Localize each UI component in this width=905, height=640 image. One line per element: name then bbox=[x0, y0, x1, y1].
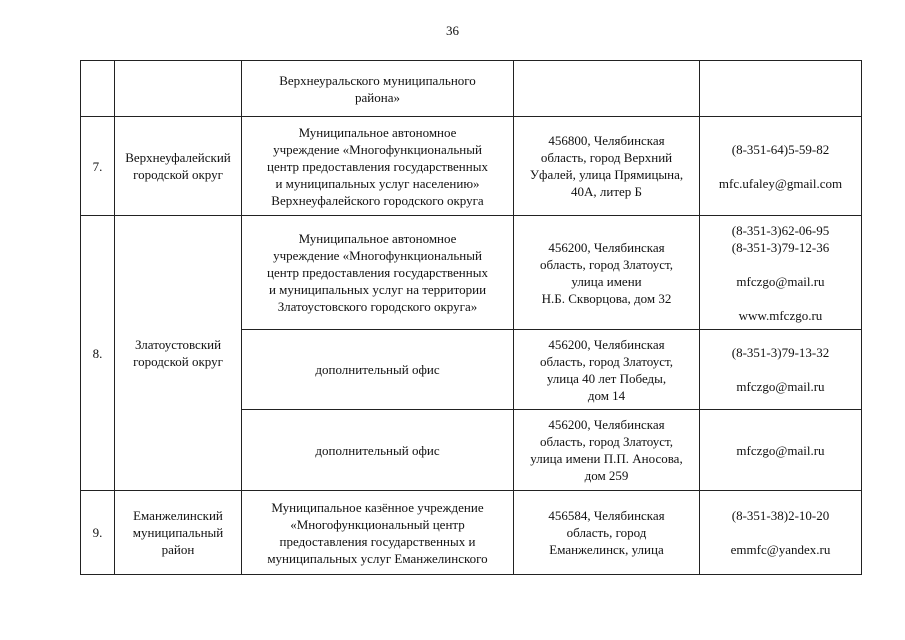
org-cell bbox=[242, 61, 514, 117]
line-gap bbox=[703, 290, 858, 307]
cell-line: 456584, Челябинская bbox=[548, 508, 665, 523]
num-cell bbox=[81, 61, 115, 117]
cell-line: (8-351-3)79-12-36 bbox=[731, 239, 830, 255]
table-row bbox=[81, 216, 862, 330]
cell-line: улица 40 лет Победы, bbox=[546, 370, 667, 386]
line-gap bbox=[703, 361, 858, 378]
cell-line: дом 259 bbox=[584, 468, 629, 483]
mfc-table bbox=[80, 60, 862, 575]
table-row bbox=[81, 491, 862, 575]
cell-line: Еманжелинский bbox=[133, 508, 223, 523]
address-cell bbox=[514, 61, 700, 117]
cell-line: Муниципальное казённое учреждение bbox=[271, 499, 484, 515]
cell-line: 456200, Челябинская bbox=[548, 417, 665, 432]
contact-cell bbox=[700, 330, 862, 410]
contact-cell bbox=[700, 61, 862, 117]
cell-line: района» bbox=[355, 89, 400, 105]
cell-line: область, город Златоуст, bbox=[540, 256, 673, 272]
cell-line: (8-351-64)5-59-82 bbox=[731, 141, 830, 157]
cell-line: область, город bbox=[566, 525, 647, 540]
cell-line: предоставления государственных и bbox=[279, 533, 476, 549]
cell-line: дополнительный офис bbox=[315, 442, 440, 458]
cell-line: 40А, литер Б bbox=[571, 184, 642, 199]
num-cell: 9. bbox=[81, 491, 115, 575]
cell-line: центр предоставления государственных bbox=[267, 158, 488, 174]
cell-line: Верхнеуральского муниципального bbox=[279, 72, 476, 88]
cell-line: Верхнеуфалейский bbox=[125, 150, 231, 165]
cell-line: Златоустовский bbox=[134, 337, 222, 352]
cell-line: «Многофункциональный центр bbox=[290, 516, 465, 532]
cell-line: учреждение «Многофункциональный bbox=[273, 141, 482, 157]
cell-line: область, город Верхний bbox=[540, 150, 673, 165]
district-cell bbox=[115, 491, 242, 575]
cell-line: mfc.ufaley@gmail.com bbox=[718, 175, 843, 191]
cell-line: центр предоставления государственных bbox=[267, 265, 488, 280]
contact-cell bbox=[700, 491, 862, 575]
cell-line: муниципальных услуг Еманжелинского bbox=[267, 550, 488, 566]
address-cell bbox=[514, 491, 700, 575]
cell-line: улица имени П.П. Аносова, bbox=[530, 451, 683, 466]
cell-line: Муниципальное автономное bbox=[298, 231, 457, 246]
cell-line: муниципальный bbox=[132, 525, 224, 540]
cell-line: область, город Златоуст, bbox=[540, 353, 673, 369]
cell-line: Уфалей, улица Прямицына, bbox=[529, 167, 684, 182]
cell-line: область, город Златоуст, bbox=[540, 434, 673, 449]
cell-line: дополнительный офис bbox=[315, 362, 440, 377]
org-cell bbox=[242, 491, 514, 575]
line-gap bbox=[703, 158, 858, 175]
cell-line: (8-351-38)2-10-20 bbox=[731, 508, 830, 523]
cell-line: улица имени bbox=[571, 273, 642, 289]
district-cell bbox=[115, 117, 242, 216]
cell-line: Златоустовского городского округа» bbox=[277, 299, 478, 314]
cell-line: дом 14 bbox=[587, 387, 626, 403]
cell-line: городской округ bbox=[133, 354, 223, 369]
cell-line: городской округ bbox=[133, 167, 223, 182]
org-cell bbox=[242, 117, 514, 216]
line-gap bbox=[703, 524, 858, 541]
num-cell: 7. bbox=[81, 117, 115, 216]
district-cell bbox=[115, 61, 242, 117]
contact-cell bbox=[700, 216, 862, 330]
address-cell bbox=[514, 117, 700, 216]
num-cell: 8. bbox=[81, 216, 115, 491]
cell-line: 456800, Челябинская bbox=[548, 133, 665, 148]
cell-line: www.mfczgo.ru bbox=[738, 307, 823, 323]
cell-line: mfczgo@mail.ru bbox=[736, 442, 825, 458]
cell-line: Еманжелинск, улица bbox=[549, 542, 664, 557]
cell-line: район bbox=[161, 542, 195, 557]
org-cell bbox=[242, 410, 514, 491]
district-cell bbox=[115, 216, 242, 491]
cell-line: (8-351-3)79-13-32 bbox=[731, 345, 830, 360]
address-cell bbox=[514, 410, 700, 491]
cell-line: учреждение «Многофункциональный bbox=[273, 248, 482, 263]
address-cell bbox=[514, 216, 700, 330]
address-cell bbox=[514, 330, 700, 410]
cell-line: Муниципальное автономное bbox=[298, 124, 457, 140]
org-cell bbox=[242, 216, 514, 330]
cell-line: mfczgo@mail.ru bbox=[736, 273, 825, 289]
cell-line: Верхнеуфалейского городского округа bbox=[271, 192, 484, 208]
cell-line: и муниципальных услуг на территории bbox=[268, 282, 487, 297]
table-row bbox=[81, 117, 862, 216]
cell-line: 456200, Челябинская bbox=[548, 239, 665, 255]
cell-line: (8-351-3)62-06-95 bbox=[731, 222, 830, 238]
line-gap bbox=[703, 256, 858, 273]
cell-line: 456200, Челябинская bbox=[548, 336, 665, 352]
cell-line: mfczgo@mail.ru bbox=[736, 379, 825, 394]
page-number: 36 bbox=[446, 23, 459, 38]
table-row bbox=[81, 61, 862, 117]
cell-line: Н.Б. Скворцова, дом 32 bbox=[541, 290, 672, 306]
org-cell bbox=[242, 330, 514, 410]
contact-cell bbox=[700, 117, 862, 216]
cell-line: emmfc@yandex.ru bbox=[730, 542, 831, 557]
cell-line: и муниципальных услуг населению» bbox=[275, 175, 480, 191]
contact-cell bbox=[700, 410, 862, 491]
